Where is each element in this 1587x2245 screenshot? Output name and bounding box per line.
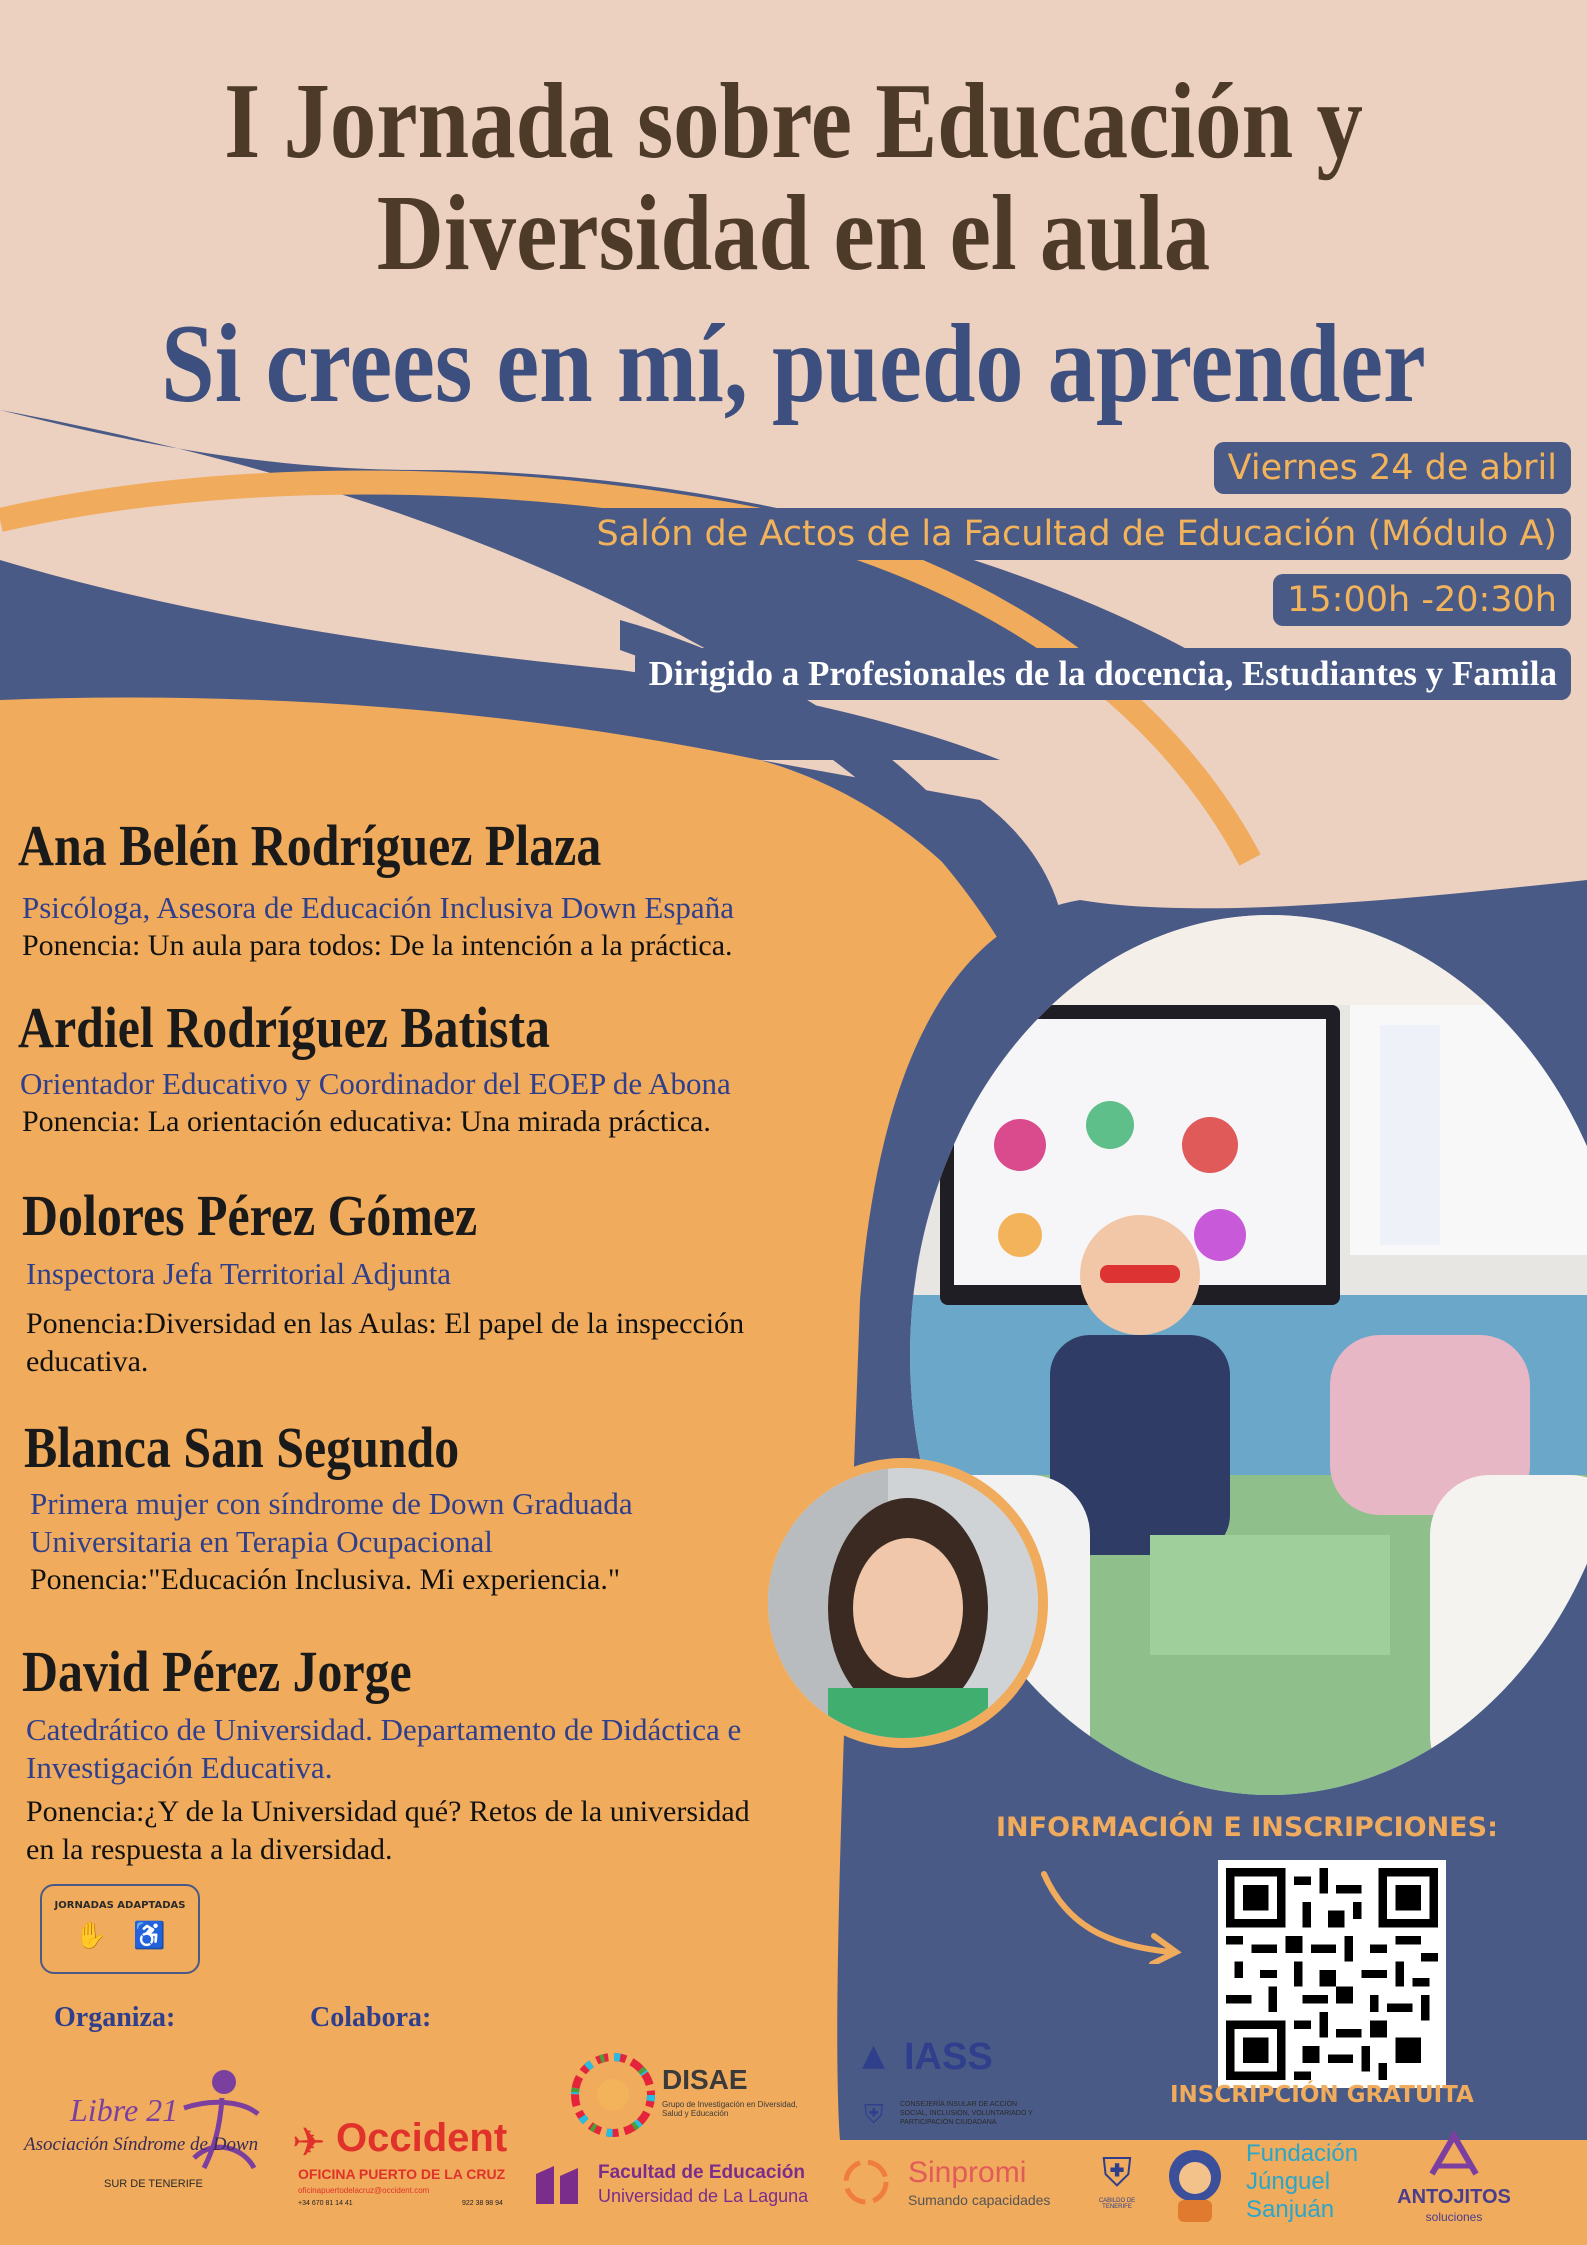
- speaker-name: Dolores Pérez Gómez: [22, 1183, 478, 1248]
- speaker-4: [24, 1414, 633, 1599]
- speaker-2: [18, 994, 731, 1141]
- facultad-logo: [536, 2162, 836, 2222]
- antojitos-sub: soluciones: [1425, 2210, 1483, 2224]
- speaker-role: Orientador Educativo y Coordinador del EOEP de Abona: [20, 1066, 731, 1101]
- libre21-figure-icon: [174, 2068, 264, 2178]
- speaker-talk: en la respuesta a la diversidad.: [26, 1833, 393, 1866]
- antojitos-logo: [1384, 2130, 1524, 2234]
- title-line-2: Diversidad en el aula: [376, 174, 1211, 293]
- cabildo-logo: [1090, 2150, 1144, 2230]
- speaker-role: Primera mujer con síndrome de Down Graduada: [30, 1486, 633, 1521]
- fundacion-line-3: Sanjuán: [1246, 2196, 1335, 2223]
- iass-name: IASS: [904, 2036, 993, 2078]
- cabildo-name: CABILDO DE TENERIFE: [1098, 2198, 1136, 2210]
- iass-mark-icon: ▲: [862, 2038, 886, 2073]
- speaker-3: [22, 1182, 744, 1381]
- speaker-role: Investigación Educativa.: [26, 1750, 333, 1785]
- speaker-talk: Ponencia: Un aula para todos: De la intención a la práctica.: [22, 929, 733, 962]
- occident-email: oficinapuertodelacruz@occident.com: [298, 2186, 430, 2195]
- sinpromi-logo: [840, 2156, 1060, 2220]
- arrow-icon: [1036, 1864, 1186, 1964]
- registration-heading: INFORMACIÓN E INSCRIPCIONES:: [996, 1812, 1498, 1843]
- disae-logo: [570, 2052, 800, 2142]
- occident-office: OFICINA PUERTO DE LA CRUZ: [298, 2166, 506, 2182]
- sinpromi-mark-icon: [840, 2156, 892, 2208]
- occident-phone-2: 922 38 98 94: [462, 2200, 503, 2207]
- speaker-role: Universitaria en Terapia Ocupacional: [30, 1524, 493, 1559]
- disae-wheel-icon: [570, 2052, 656, 2138]
- event-date: Viernes 24 de abril: [1214, 442, 1571, 494]
- speaker-talk: educativa.: [26, 1345, 149, 1378]
- badge-icons: [42, 1921, 198, 1951]
- speaker-role: Catedrático de Universidad. Departamento de Didáctica e: [26, 1712, 742, 1747]
- speaker-1: [18, 812, 734, 965]
- speaker-name: Ana Belén Rodríguez Plaza: [18, 813, 602, 878]
- speaker-5: [22, 1638, 750, 1869]
- registration-free: INSCRIPCIÓN GRATUITA: [1170, 2082, 1474, 2108]
- sinpromi-sub: Sumando capacidades: [908, 2192, 1051, 2208]
- organiza-label: Organiza:: [54, 2002, 176, 2033]
- sign-language-icon: ✋: [74, 1921, 107, 1951]
- libre21-name: Libre 21: [70, 2092, 179, 2128]
- speaker-name: Blanca San Segundo: [24, 1415, 460, 1480]
- facultad-name: Facultad de Educación: [598, 2162, 805, 2183]
- event-audience: Dirigido a Profesionales de la docencia, Estudiantes y Famila: [635, 648, 1571, 700]
- libre21-sub: Asociación Síndrome de Down: [24, 2134, 259, 2155]
- occident-logo: [292, 2116, 522, 2222]
- speaker-portrait: [758, 1458, 1048, 1748]
- facultad-sub: Universidad de La Laguna: [598, 2186, 809, 2206]
- occident-name: Occident: [336, 2116, 508, 2160]
- fundacion-character-icon: [1150, 2136, 1240, 2226]
- subtitle: Si crees en mí, puedo aprender: [161, 302, 1426, 426]
- fundacion-line-2: Júnguel: [1246, 2168, 1331, 2195]
- iass-sub: CONSEJERÍA INSULAR DE ACCIÓN SOCIAL, INCLUSIÓN, VOLUNTARIADO Y PARTICIPACIÓN CIUDADANA: [900, 2101, 1033, 2126]
- sinpromi-name: Sinpromi: [908, 2156, 1027, 2189]
- disae-sub: Grupo de Investigación en Diversidad, Salud y Educación: [662, 2100, 798, 2118]
- occident-phone-1: +34 670 81 14 41: [298, 2200, 353, 2207]
- speaker-talk: Ponencia:Diversidad en las Aulas: El papel de la inspección: [26, 1307, 745, 1340]
- accessibility-badge: [40, 1884, 200, 1974]
- antojitos-name: ANTOJITOS: [1397, 2186, 1511, 2208]
- qr-code[interactable]: [1218, 1860, 1446, 2088]
- antojitos-mark-icon: [1424, 2130, 1484, 2180]
- wheelchair-icon: ♿: [133, 1921, 166, 1951]
- libre21-logo: [24, 2068, 259, 2190]
- libre21-place: SUR DE TENERIFE: [104, 2178, 203, 2190]
- shield-icon: ⛨: [864, 2100, 884, 2130]
- speaker-talk: Ponencia: La orientación educativa: Una mirada práctica.: [22, 1105, 711, 1138]
- cabildo-shield-icon: ⛨: [1102, 2150, 1132, 2196]
- badge-label: JORNADAS ADAPTADAS: [54, 1900, 186, 1911]
- occident-mark-icon: ✈: [292, 2120, 326, 2166]
- event-venue: Salón de Actos de la Facultad de Educación (Módulo A): [582, 508, 1571, 560]
- facultad-mark-icon: [536, 2164, 584, 2204]
- disae-name: DISAE: [662, 2064, 748, 2095]
- speaker-role: Inspectora Jefa Territorial Adjunta: [26, 1256, 452, 1291]
- event-time: 15:00h -20:30h: [1273, 574, 1571, 626]
- speaker-talk: Ponencia:"Educación Inclusiva. Mi experiencia.": [30, 1563, 621, 1596]
- speaker-talk: Ponencia:¿Y de la Universidad qué? Retos de la universidad: [26, 1795, 750, 1828]
- fundacion-line-1: Fundación: [1246, 2140, 1359, 2167]
- colabora-label: Colabora:: [310, 2002, 432, 2033]
- iass-logo: [860, 2036, 1040, 2146]
- fundacion-logo: [1150, 2134, 1390, 2234]
- speaker-role: Psicóloga, Asesora de Educación Inclusiva Down España: [22, 890, 734, 925]
- speaker-name: Ardiel Rodríguez Batista: [18, 995, 551, 1060]
- title-line-1: I Jornada sobre Educación y: [224, 62, 1363, 181]
- speaker-name: David Pérez Jorge: [22, 1639, 412, 1704]
